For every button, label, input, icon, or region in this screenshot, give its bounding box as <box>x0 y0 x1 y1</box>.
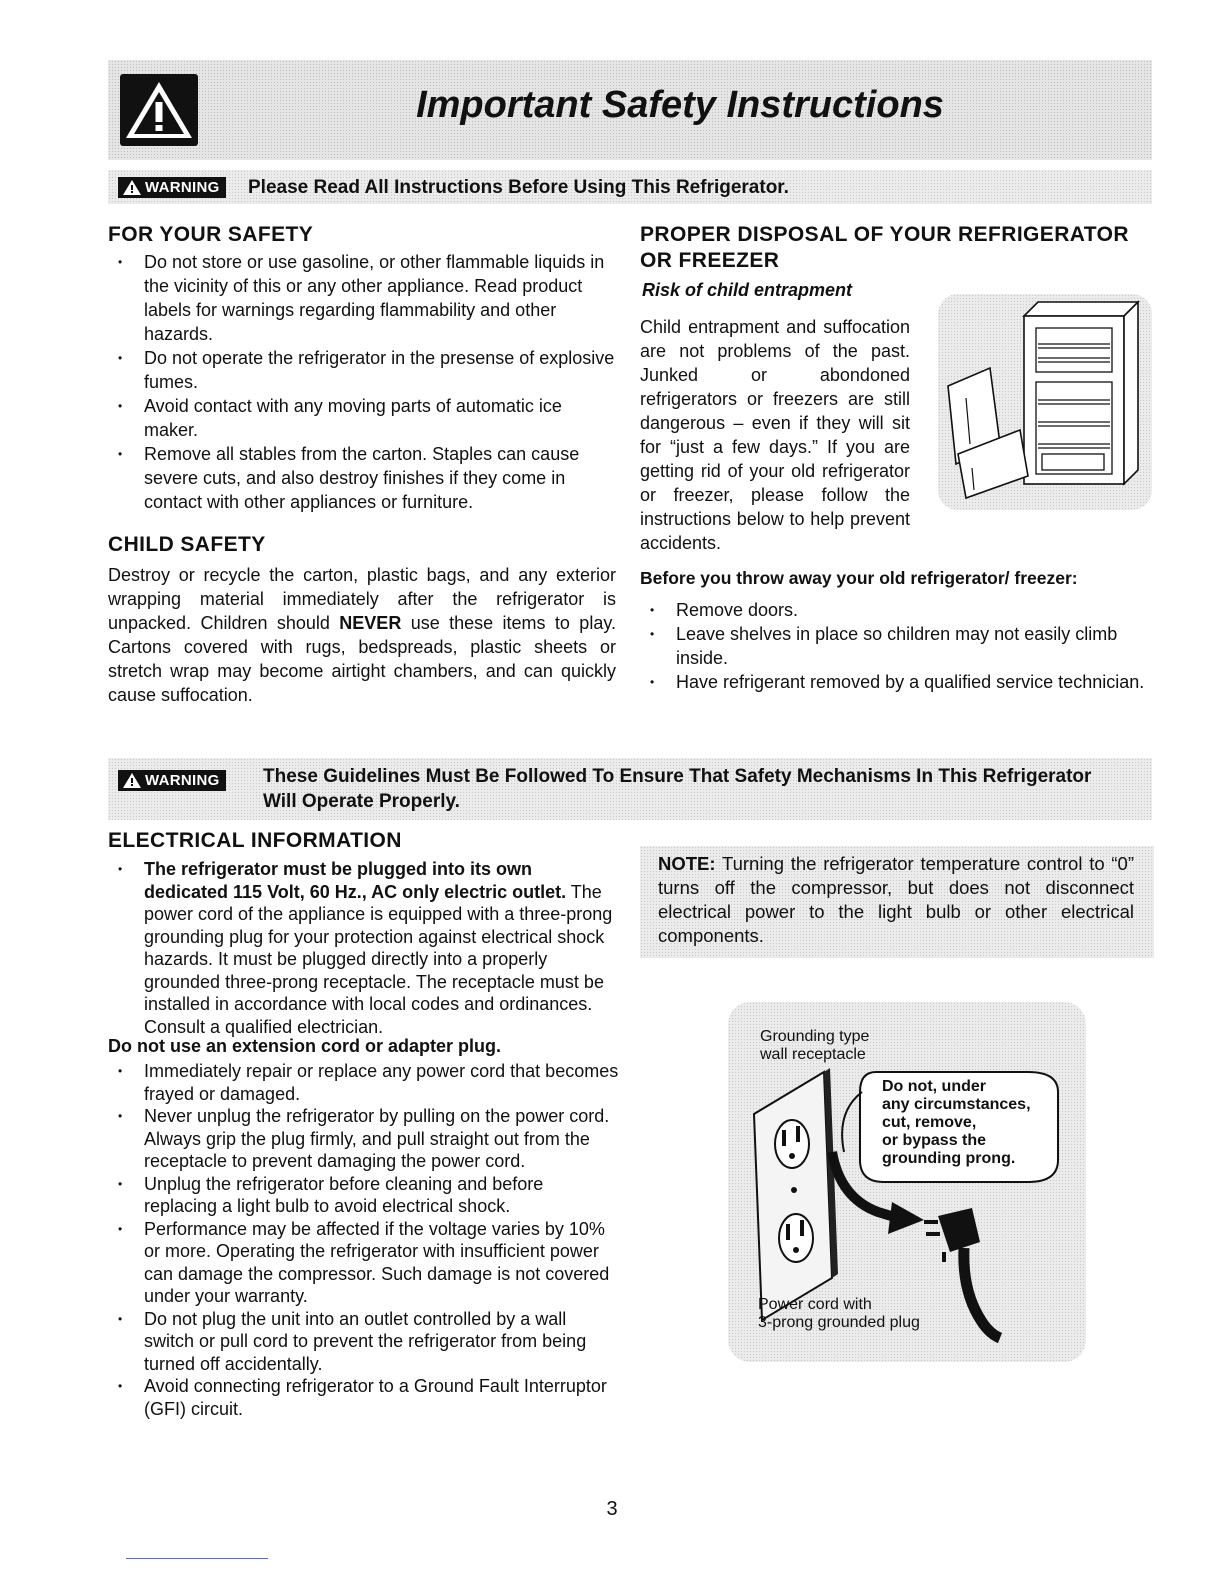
list-item: • Leave shelves in place so children may not easily climb inside. <box>640 622 1156 670</box>
electrical-list <box>108 1060 620 1420</box>
electrical-first-item <box>108 858 620 1038</box>
before-throw-away-heading: Before you throw away your old refrigerator/ freezer: <box>640 568 1078 588</box>
disposal-heading-line2: OR FREEZER <box>640 249 780 272</box>
note-label: NOTE: <box>658 853 716 874</box>
child-safety-heading: CHILD SAFETY <box>108 533 266 556</box>
for-your-safety-heading: FOR YOUR SAFETY <box>108 223 314 246</box>
never-emphasis: NEVER <box>339 613 402 633</box>
do-not-remove-callout: Do not, under any circumstances, cut, remove, or bypass the grounding prong. <box>882 1078 1031 1167</box>
risk-subheading: Risk of child entrapment <box>642 280 853 300</box>
electrical-heading: ELECTRICAL INFORMATION <box>108 829 402 852</box>
disposal-heading-line1: PROPER DISPOSAL OF YOUR REFRIGERATOR <box>640 223 1129 246</box>
list-item: • Unplug the refrigerator before cleaning and before replacing a light bulb to avoid electrical shock. <box>108 1173 620 1218</box>
refrigerator-illustration <box>938 294 1152 510</box>
footer-rule <box>126 1558 268 1559</box>
list-item: • Have refrigerant removed by a qualified service technician. <box>640 670 1156 694</box>
warning-small-icon <box>122 179 142 196</box>
warning-small-icon <box>122 772 142 789</box>
warning-label: WARNING <box>118 177 226 198</box>
note-text: NOTE: Turning the refrigerator temperature control to “0” turns off the compressor, but does not disconnect electrical power to the light bulb or other electrical components. <box>658 853 1134 946</box>
list-item: • Do not store or use gasoline, or other flammable liquids in the vicinity of this or any other appliance. Read product labels for warnings regarding flammability and other hazards. <box>108 250 620 346</box>
list-item: • Do not plug the unit into an outlet controlled by a wall switch or pull cord to prevent the refrigerator from being turned off accidentally. <box>108 1308 620 1376</box>
disposal-list <box>640 598 1156 694</box>
disposal-paragraph: Child entrapment and suffocation are not problems of the past. Junked or abondoned refrigerators or freezers are still dangerous – even if they will sit for “just a few days.” If you are getting rid of your old refrigerator or freezer, please follow the instructions below to help prevent accidents. <box>640 317 910 553</box>
page-title: Important Safety Instructions <box>416 84 944 126</box>
receptacle-label: Grounding type wall receptacle <box>760 1028 870 1063</box>
for-your-safety-list <box>108 250 620 514</box>
child-safety-paragraph: Destroy or recycle the carton, plastic bags, and any exterior wrapping material immediately after the refrigerator is unpacked. Children should NEVER use these items to play. Cartons covered with rugs, bedspreads, plastic sheets or stretch wrap may become airtight chambers, and can quickly cause suffocation. <box>108 565 616 705</box>
warning-banner-guidelines <box>108 758 1152 820</box>
list-item: • Avoid contact with any moving parts of automatic ice maker. <box>108 394 620 442</box>
warning-triangle-icon <box>120 74 198 146</box>
list-item: • Remove all stables from the carton. Staples can cause severe cuts, and also destroy finishes if they come in contact with other appliances or furniture. <box>108 442 620 514</box>
page-number: 3 <box>606 1498 618 1520</box>
list-item: • Never unplug the refrigerator by pulling on the power cord. Always grip the plug firmly, and pull straight out from the receptacle to prevent damaging the power cord. <box>108 1105 620 1173</box>
plug-label: Power cord with 3-prong grounded plug <box>758 1296 920 1331</box>
list-item: • Do not operate the refrigerator in the presense of explosive fumes. <box>108 346 620 394</box>
list-item: • Avoid connecting refrigerator to a Ground Fault Interruptor (GFI) circuit. <box>108 1375 620 1420</box>
extension-cord-warning: Do not use an extension cord or adapter plug. <box>108 1036 502 1056</box>
list-item: • Remove doors. <box>640 598 1156 622</box>
warning-text-line2: Will Operate Properly. <box>263 791 460 812</box>
warning-text-line1: These Guidelines Must Be Followed To Ensure That Safety Mechanisms In This Refrigerator <box>263 766 1092 787</box>
warning-label: WARNING <box>118 770 226 791</box>
warning-text: Please Read All Instructions Before Using This Refrigerator. <box>248 177 789 198</box>
list-item: • Immediately repair or replace any power cord that becomes frayed or damaged. <box>108 1060 620 1105</box>
warning-banner-read-instructions <box>108 170 1152 204</box>
list-item: • The refrigerator must be plugged into its own dedicated 115 Volt, 60 Hz., AC only electric outlet. The power cord of the appliance is equipped with a three-prong grounding plug for your protection against electrical shock hazards. It must be plugged directly into a properly grounded three-prong receptacle. The receptacle must be installed in accordance with local codes and ordinances. Consult a qualified electrician. <box>108 858 620 1038</box>
list-item: • Performance may be affected if the voltage varies by 10% or more. Operating the refrigerator with insufficient power can damage the compressor. Such damage is not covered under your warranty. <box>108 1218 620 1308</box>
